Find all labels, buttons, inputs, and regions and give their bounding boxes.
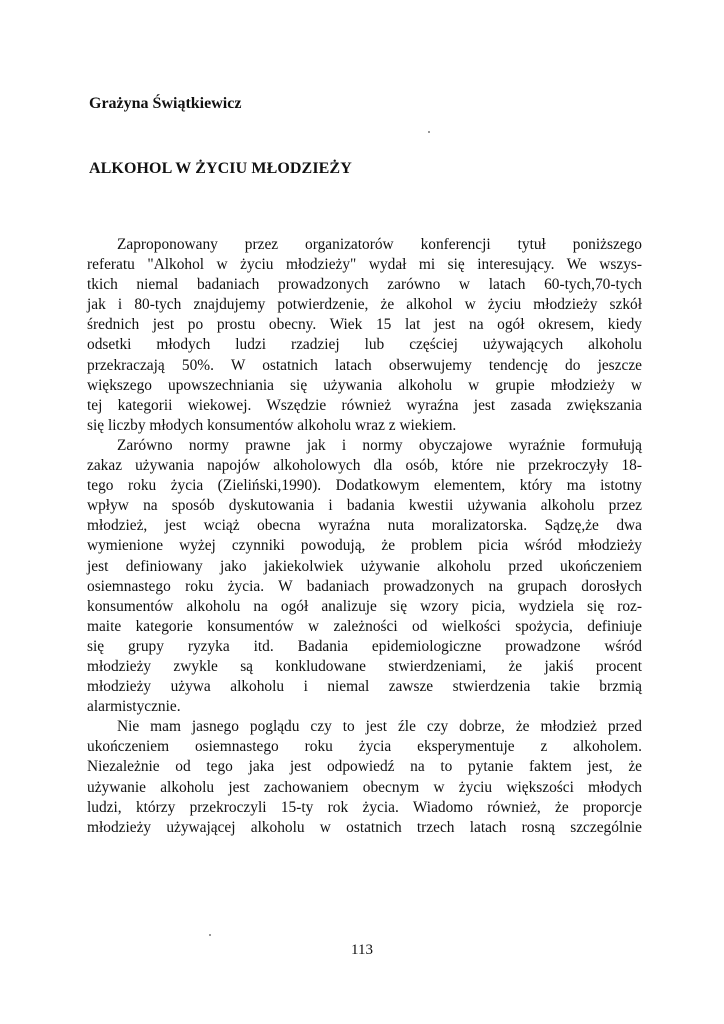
text-line: jest definiowany jako jakiekolwiek używanie alkoholu przed ukończeniem — [87, 557, 642, 575]
text-line: używanie alkoholu jest zachowaniem obecnym w życiu większości młodych — [87, 778, 642, 796]
text-line: wpływ na sposób dyskutowania i badania kwestii używania alkoholu przez — [87, 497, 642, 515]
text-line: Zaproponowany przez organizatorów konferencji tytuł poniższego — [117, 236, 642, 253]
text-line: ukończeniem osiemnastego roku życia eksperymentuje z alkoholem. — [87, 738, 642, 756]
text-line: konsumentów alkoholu na ogół analizuje się wzory picia, wydziela się roz- — [87, 597, 642, 615]
author-name: Grażyna Świątkiewicz — [89, 95, 242, 112]
text-line: jak i 80-tych znajdujemy potwierdzenie, że alkohol w życiu młodzieży szkół — [87, 296, 642, 314]
text-line: młodzieży zwykle są konkludowane stwierdzeniami, że jakiś procent — [87, 657, 642, 675]
text-line: Nie mam jasnego poglądu czy to jest źle czy dobrze, że młodzież przed — [117, 718, 642, 736]
paragraph-3 — [87, 717, 642, 838]
text-line: Zarówno normy prawne jak i normy obyczajowe wyraźnie formułują — [117, 436, 642, 454]
text-line: zakaz używania napojów alkoholowych dla osób, które nie przekroczyły 18- — [87, 457, 642, 475]
text-line: maite kategorie konsumentów w zależności od wielkości spożycia, definiuje — [87, 617, 642, 635]
text-line: Niezależnie od tego jaka jest odpowiedź na to pytanie faktem jest, że — [87, 758, 642, 776]
text-line: wymienione wyżej czynniki powodują, że problem picia wśród młodzieży — [87, 537, 642, 555]
paragraph-2 — [87, 436, 642, 717]
text-line: odsetki młodych ludzi rzadziej lub częściej używających alkoholu — [87, 336, 642, 354]
text-line: osiemnastego roku życia. W badaniach prowadzonych na grupach dorosłych — [87, 577, 642, 595]
text-line: młodzieży używającej alkoholu w ostatnich trzech latach rosną szczególnie — [87, 818, 642, 836]
text-line: ludzi, którzy przekroczyli 15-ty rok życia. Wiadomo również, że proporcje — [87, 798, 642, 816]
text-line: tej kategorii wiekowej. Wszędzie również wyraźna jest zasada zwiększania — [87, 396, 642, 414]
text-line: alarmistycznie. — [87, 698, 181, 716]
paragraph-1 — [87, 235, 642, 436]
text-line: referatu "Alkohol w życiu młodzieży" wydał mi się interesujący. We wszys- — [87, 256, 642, 274]
article-title: ALKOHOL W ŻYCIU MŁODZIEŻY — [89, 160, 352, 177]
article-body — [87, 235, 642, 838]
text-line: się grupy ryzyka itd. Badania epidemiologiczne prowadzone wśród — [87, 637, 642, 655]
text-line: się liczby młodych konsumentów alkoholu wraz z wiekiem. — [87, 416, 457, 434]
page-number: 113 — [351, 942, 373, 958]
text-line: tego roku życia (Zieliński,1990). Dodatkowym elementem, który ma istotny — [87, 477, 642, 495]
text-line: młodzieży używa alkoholu i niemal zawsze stwierdzenia takie brzmią — [87, 678, 642, 696]
text-line: tkich niemal badaniach prowadzonych zarówno w latach 60-tych,70-tych — [87, 276, 642, 294]
text-line: większego upowszechniania się używania alkoholu w grupie młodzieży w — [87, 376, 642, 394]
text-line: średnich jest po prostu obecny. Wiek 15 lat jest na ogół okresem, kiedy — [87, 316, 642, 334]
scan-speck — [209, 934, 211, 936]
scan-speck — [428, 131, 430, 133]
text-line: przekraczają 50%. W ostatnich latach obserwujemy tendencję do jeszcze — [87, 356, 642, 374]
text-line: młodzież, jest wciąż obecna wyraźna nuta moralizatorska. Sądzę,że dwa — [87, 517, 642, 535]
